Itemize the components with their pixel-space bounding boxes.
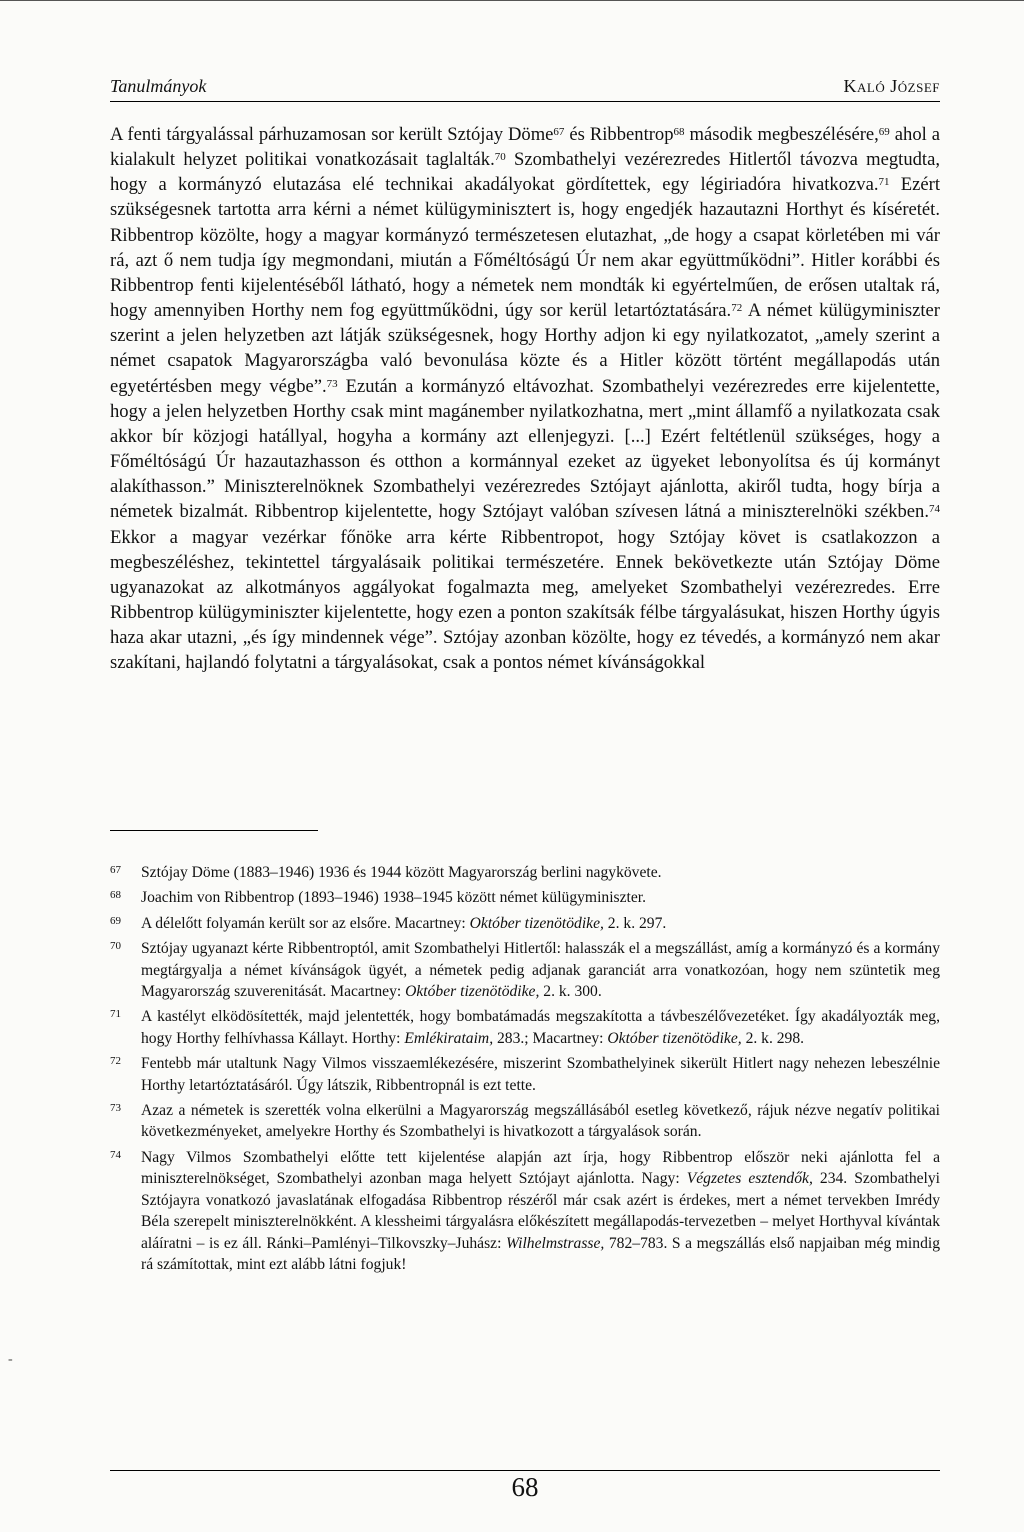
footnote-text <box>141 938 940 1002</box>
text-run: A német külügyminiszter szerint a jelen helyzetben azt látják szükségesnek, hogy Horthy adjon ki egy nyilatkozatot, „amely szerint a német csapatok Magyarországba való bevonulása közte és a Hitler között történt megállapodás után egyetértésben megy végbe”. <box>110 300 940 397</box>
text-run: Sztójay ugyanazt kérte Ribbentroptól, amit Szombathelyi Hitlertől: halasszák el a megszállást, amíg a kormányzó és a kormány megtárgyalja a német kívánságok ügyét, a németek pedig adjanak garanciát arra vonatkozóan, hogy nem szüntetik meg Magyarország szuverenitását. Macartney: <box>141 940 940 1001</box>
text-run: Nagy Vilmos Szombathelyi előtte tett kijelentése alapján azt írja, hogy Ribbentrop először neki ajánlotta fel a miniszterelnökséget, Szombathelyi azonban maga helyett Sztójayt ajánlotta. Nagy: <box>141 1148 940 1188</box>
footnote-number: 73 <box>110 1102 121 1115</box>
footnotes <box>110 862 940 1279</box>
footnote-ref-74: 74 <box>929 503 940 516</box>
text-run: Ekkor a magyar vezérkar főnöke arra kérte Ribbentropot, hogy Sztójay követ is csatlakozzon a megbeszéléshez, tekintettel tárgyalásaik politikai természetére. Ennek bekövetkezte után Sztójay Döme ugyanazokat az alkotmányos aggályokat fogalmazta meg, amelyeket Szombathelyi vezérezredes. Erre Ribbentrop külügyminiszter kijelentette, hogy ezen a ponton szakítsák félbe tárgyalásukat, hiszen Horthy úgyis haza akar utazni, „és így mindennek vége”. Sztójay azonban közölte, hogy ez tévedés, a kormányzó nem akar szakítani, hajlandó folytatni a tárgyalásokat, csak a pontos német kívánságokkal <box>110 526 940 674</box>
text-run: A fenti tárgyalással párhuzamosan sor került Sztójay Döme <box>110 124 554 145</box>
text-run: 782–783. S a megszállás első napjaiban még mindig rá számítottak, mint ezt alább látni fogjuk! <box>141 1234 940 1273</box>
body-text <box>110 122 940 675</box>
footnote-ref-69: 69 <box>878 126 890 138</box>
book-title: Végzetes esztendők, <box>686 1170 813 1188</box>
footnote-separator <box>110 830 318 831</box>
footnote-71 <box>110 1006 940 1049</box>
footnote-text <box>141 862 940 883</box>
text-run: Fentebb már utaltunk Nagy Vilmos visszaemlékezésére, miszerint Szombathelyinek sikerült Hitlert nagy nehezen lebeszélnie Horthy letartóztatásáról. Úgy látszik, Ribbentropnál is ezt tette. <box>141 1055 940 1094</box>
footnote-number: 71 <box>110 1008 121 1021</box>
footnote-72 <box>110 1053 940 1096</box>
footnote-text <box>141 1006 940 1049</box>
footnote-number: 68 <box>110 889 121 902</box>
text-run: 234. Szombathelyi Sztójayra vonatkozó javaslatának elfogadása Ribbentrop részéről már csak azért is érdekes, mert a német tervekben Imrédy Béla szerepelt miniszterelnökként. A klessheimi tárgyalásra előkészített megállapodás-tervezetben – melyet Horthyval kívántak aláíratni – is ez áll. Ránki–Pamlényi–Tilkovszky–Juhász: <box>141 1170 940 1252</box>
text-run: Szombathelyi vezérezredes Hitlertől távozva megtudta, hogy a kormányzó elutazása elé technikai akadályokat gördítettek, egy légiriadóra hivatkozva. <box>110 149 940 196</box>
footnote-text <box>141 887 940 908</box>
footnote-73 <box>110 1100 940 1143</box>
footnote-number: 67 <box>110 864 121 876</box>
footnote-68 <box>110 887 940 908</box>
footnote-ref-71: 71 <box>878 176 890 189</box>
footnote-70 <box>110 938 940 1002</box>
text-run: 283.; Macartney: <box>493 1029 608 1047</box>
text-run: Sztójay Döme (1883–1946) 1936 és 1944 között Magyarország berlini nagykövete. <box>141 864 662 881</box>
margin-mark: - <box>8 1352 13 1367</box>
footnote-number: 70 <box>110 940 121 953</box>
text-run: Azaz a németek is szerették volna elkerülni a Magyarország megszállásából esetleg következő, rájuk nézve negatív politikai következményeket, amelyekre Horthy és Szombathelyi is hivatkozott a tárgyalások során. <box>141 1102 940 1141</box>
text-run: ahol a kialakult helyzet politikai vonatkozásait taglalták. <box>110 124 941 171</box>
footnote-text <box>141 1147 940 1275</box>
text-run: A délelőtt folyamán került sor az elsőre. Macartney: <box>141 914 470 932</box>
footnote-text <box>141 1100 940 1143</box>
footnote-ref-72: 72 <box>731 302 743 315</box>
text-run: A kastélyt elködösítették, majd jelentették, hogy bombatámadás megszakította a távbeszélővezetéket. Így akadályozták meg, hogy Horthy felhívhassa Kállayt. Horthy: <box>141 1008 940 1047</box>
running-header <box>110 76 940 97</box>
footnote-number: 69 <box>110 914 121 927</box>
footnote-text <box>141 1053 940 1096</box>
text-run: Ezután a kormányzó eltávozhat. Szombathelyi vezérezredes erre kijelentette, hogy a jelen helyzetben Horthy csak mint magánember nyilatkozhatna, mert „mint államfő a nyilatkozata csak akkor bír közjogi hatállyal, hogyha a kormány azt ellenjegyzi. [...] Ezért feltétlenül szükséges, hogy a Főméltóságú Úr hazautazhasson és otthon a kormánnyal ezeket az ügyeket lebonyolítsa és új kormányt alakíthasson.” Miniszterelnöknek Szombathelyi vezérezredes Sztójayt ajánlotta, akiről tudta, hogy bírja a németek bizalmát. Ribbentrop kijelentette, hogy Sztójayt valóban szívesen látná a miniszterelnöki székben. <box>110 375 940 523</box>
book-title: Emlékirataim, <box>404 1029 494 1047</box>
text-run: Ezért szükségesnek tartotta arra kérni a német külügyminisztert is, hogy engedjék hazautazni Horthyt és kíséretét. Ribbentrop közölte, hogy a magyar kormányzó természetesen elutazhat, „de hogy a csapat körletében mi vár rá, azt ő nem tudja így megmondani, miután a Főméltóságú Úr nem akar együttműködni”. Hitler korábbi és Ribbentrop fenti kijelentéséből látható, hogy a németek nem mondták ki egyértelműen, de erősen utaltak rá, hogy amennyiben Horthy nem fog együttműködni, úgy sor kerül letartóztatására. <box>110 174 940 322</box>
footnote-number: 74 <box>110 1148 121 1161</box>
footnote-69 <box>110 913 940 934</box>
footer-rule <box>110 1470 940 1471</box>
body-paragraph <box>110 122 940 675</box>
book-title: Október tizenötödike, <box>607 1029 742 1047</box>
text-run: 2. k. 297. <box>603 914 667 932</box>
footnote-text <box>141 913 940 934</box>
book-title: Wilhelmstrasse, <box>505 1234 605 1252</box>
text-run: 2. k. 300. <box>539 983 602 1001</box>
text-run: második megbeszélésére, <box>684 124 879 145</box>
text-run: Joachim von Ribbentrop (1893–1946) 1938–1945 között német külügyminiszter. <box>141 889 646 907</box>
footnote-ref-73: 73 <box>326 377 338 390</box>
author-name: Kaló József <box>843 76 940 96</box>
page-number: 68 <box>511 1472 539 1502</box>
section-title: Tanulmányok <box>110 76 207 96</box>
top-border-line <box>0 0 1024 1</box>
text-run: és Ribbentrop <box>564 124 674 145</box>
footnote-74 <box>110 1147 940 1275</box>
book-title: Október tizenötödike, <box>405 983 540 1001</box>
footnote-67 <box>110 862 940 883</box>
footnote-ref-68: 68 <box>673 126 685 138</box>
text-run: 2. k. 298. <box>741 1029 805 1047</box>
footnote-ref-67: 67 <box>553 126 565 138</box>
book-title: Október tizenötödike, <box>469 914 604 932</box>
footnote-number: 72 <box>110 1055 121 1068</box>
footnote-ref-70: 70 <box>494 151 506 164</box>
header-rule <box>110 101 940 102</box>
